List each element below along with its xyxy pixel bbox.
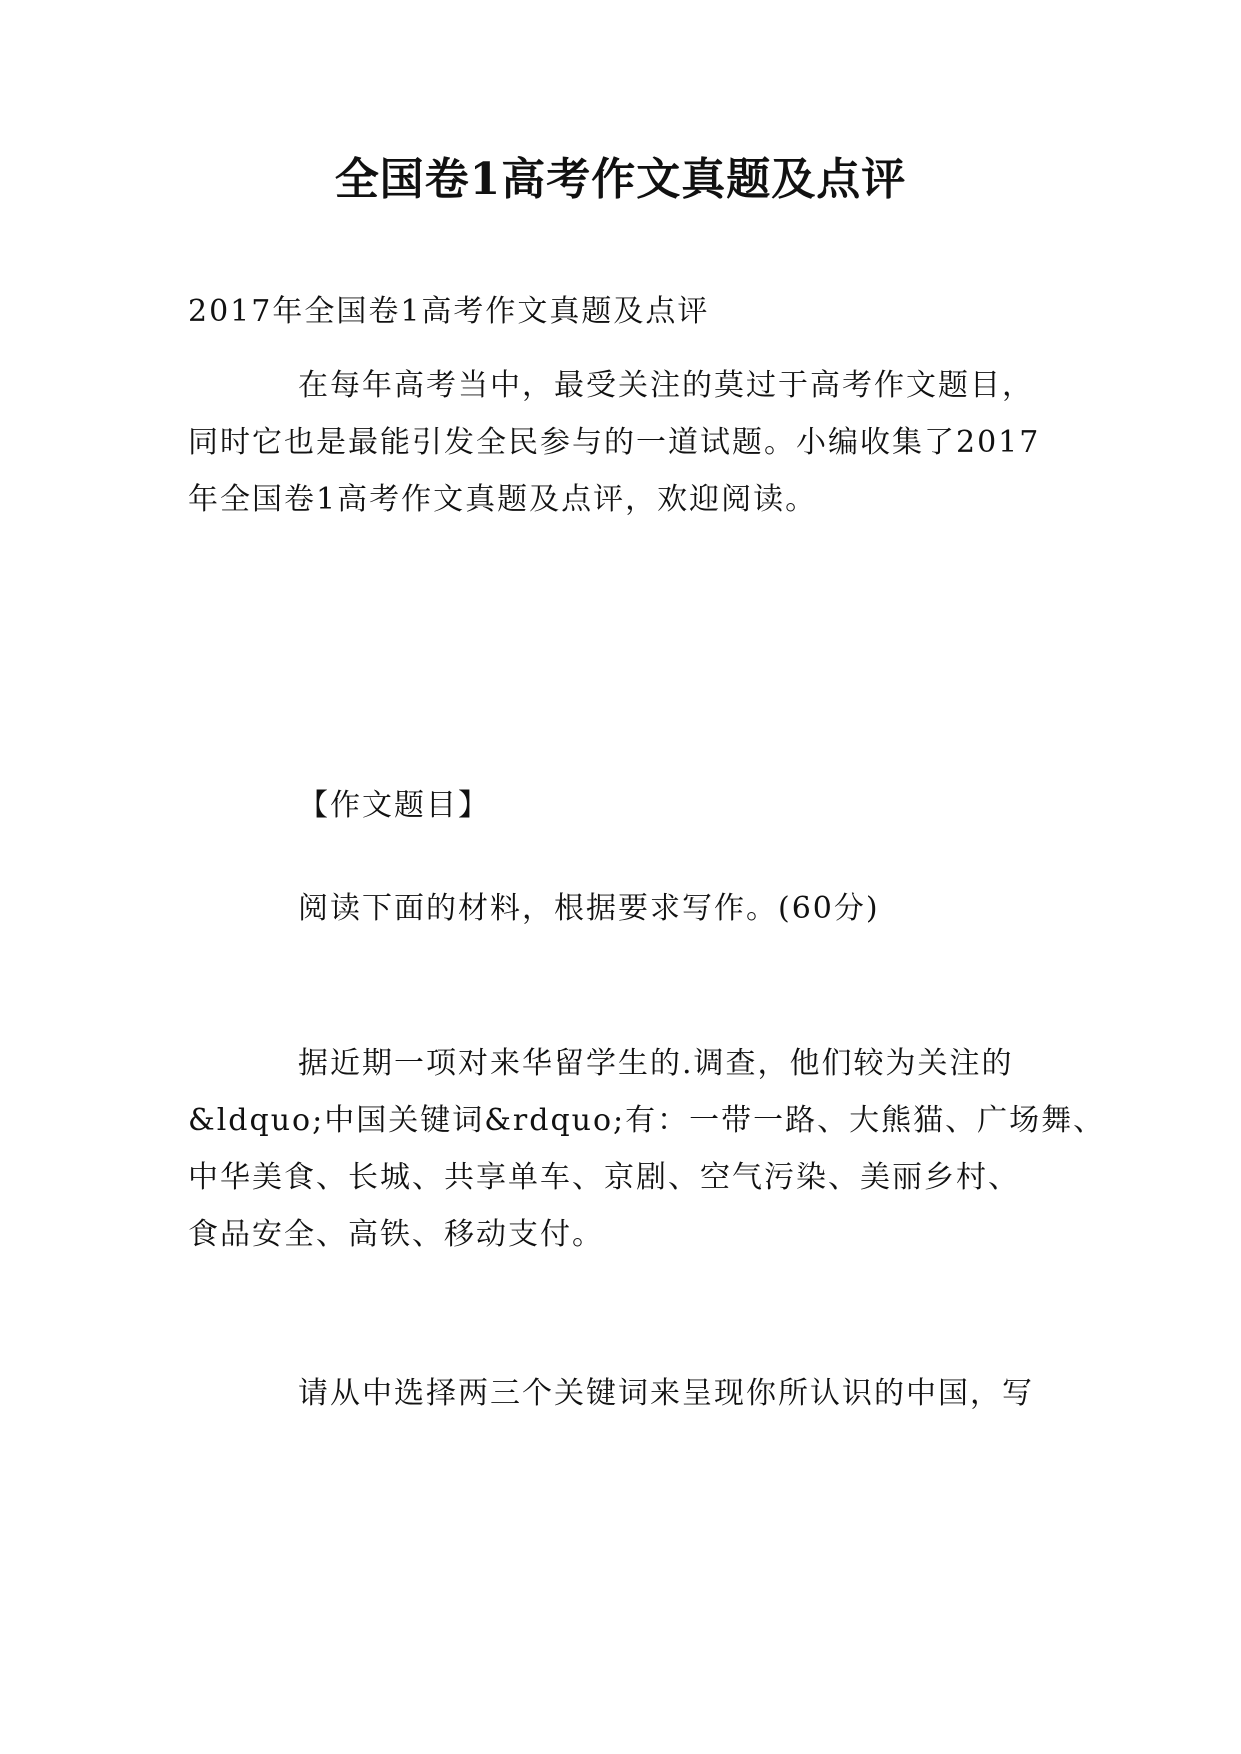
instruction-text: 阅读下面的材料，根据要求写作。(60分) [298,891,880,926]
intro-line: 在每年高考当中，最受关注的莫过于高考作文题目， [298,368,1034,403]
intro-paragraph [188,357,1068,528]
material-line: 据近期一项对来华留学生的.调查，他们较为关注的 [298,1046,1014,1081]
material-line: 食品安全、高铁、移动支付。 [188,1217,604,1252]
intro-line: 同时它也是最能引发全民参与的一道试题。小编收集了2017 [188,425,1041,460]
intro-line: 年全国卷1高考作文真题及点评，欢迎阅读。 [188,482,818,517]
section-heading [188,777,1068,834]
instruction-paragraph [188,880,1068,937]
material-line: 中华美食、长城、共享单车、京剧、空气污染、美丽乡村、 [188,1160,1020,1195]
requirement-line: 请从中选择两三个关键词来呈现你所认识的中国，写 [298,1376,1034,1411]
material-line: &ldquo;中国关键词&rdquo;有：一带一路、大熊猫、广场舞、 [188,1103,1106,1138]
material-paragraph [188,1035,1106,1263]
document-title: 全国卷1高考作文真题及点评 [334,154,907,205]
requirement-paragraph [188,1365,1068,1422]
document-subtitle: 2017年全国卷1高考作文真题及点评 [188,294,710,329]
section-heading-text: 【作文题目】 [298,788,490,823]
